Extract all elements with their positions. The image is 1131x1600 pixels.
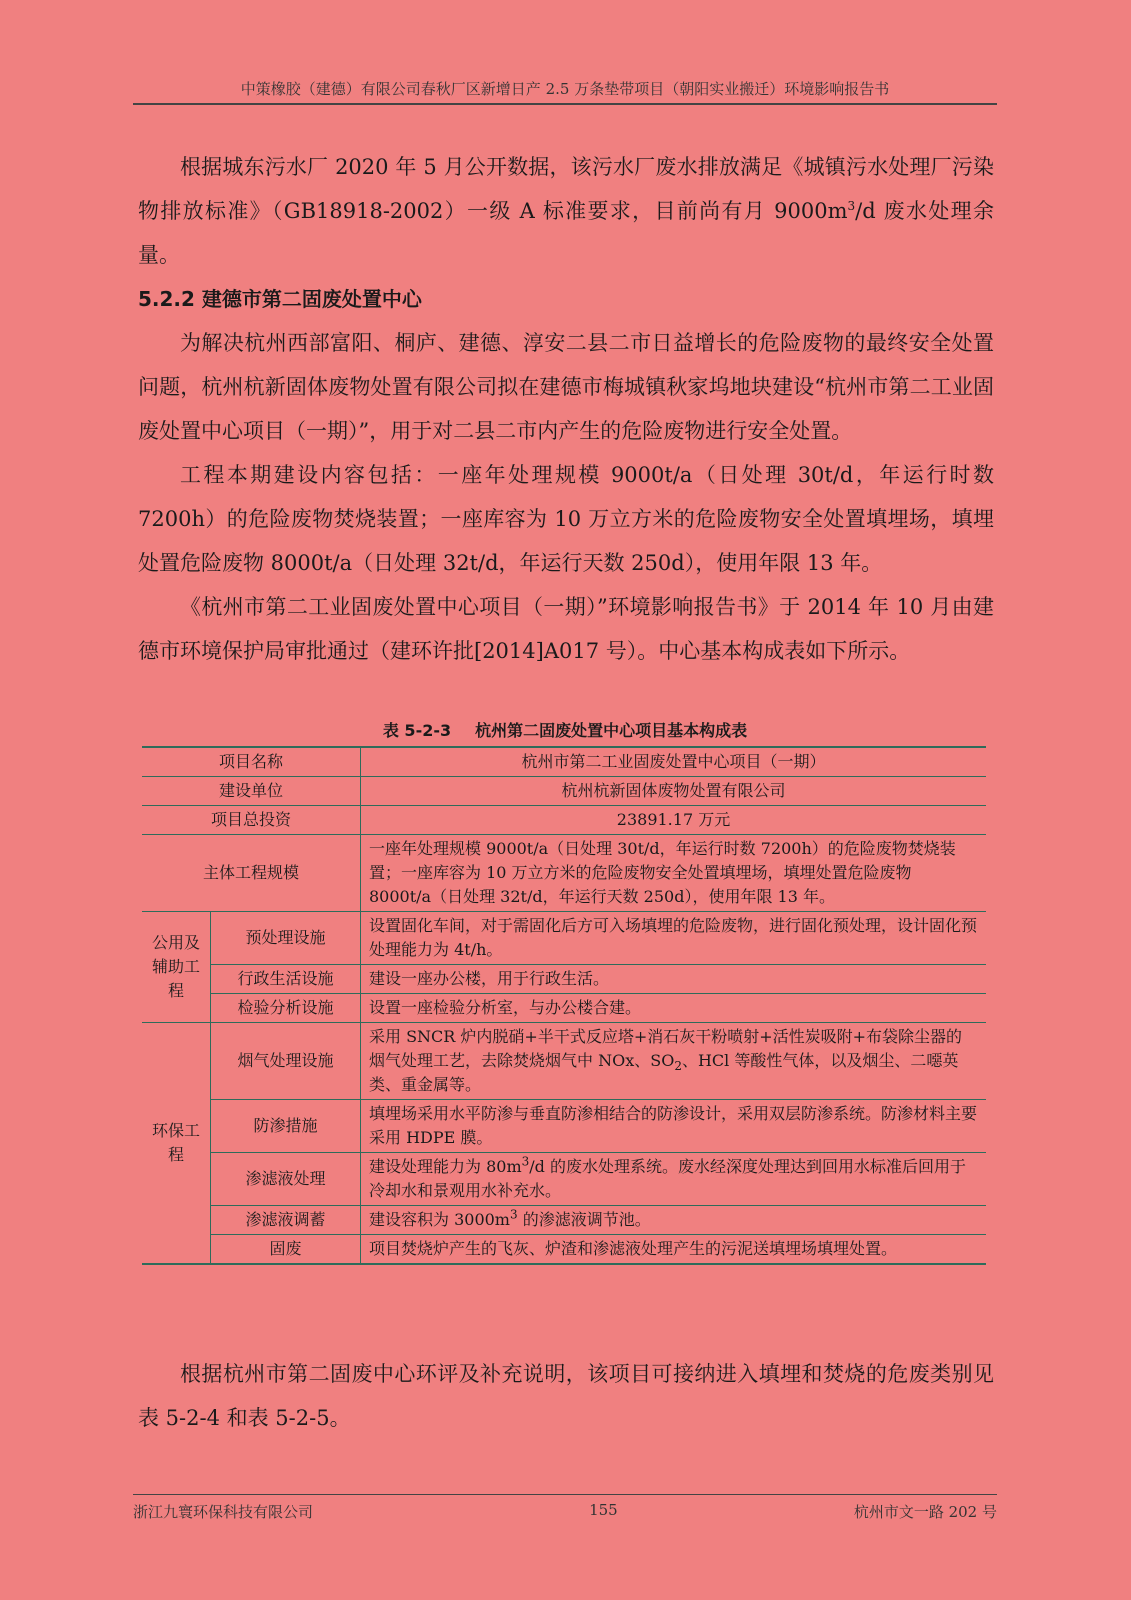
table-value: 项目焚烧炉产生的飞灰、炉渣和渗滤液处理产生的污泥送填埋场填埋处置。 (361, 1235, 987, 1265)
table-row (142, 912, 986, 965)
table-label: 建设单位 (142, 777, 361, 806)
page-header: 中策橡胶（建德）有限公司春秋厂区新增日产 2.5 万条垫带项目（朝阳实业搬迁）环境影响报告书 (240, 80, 890, 98)
header-divider (133, 103, 997, 105)
table-row (142, 1153, 986, 1206)
table-row (142, 1206, 986, 1235)
table-row (142, 994, 986, 1023)
table-row (142, 965, 986, 994)
page-footer (133, 1501, 997, 1522)
table-row (142, 835, 986, 912)
table-category: 环保工程 (142, 1023, 211, 1265)
table-row (142, 777, 986, 806)
table-label: 固废 (211, 1235, 361, 1265)
table-value: 23891.17 万元 (361, 806, 987, 835)
table-value: 设置固化车间，对于需固化后方可入场填埋的危险废物，进行固化预处理，设计固化预处理能力为 4t/h。 (361, 912, 987, 965)
table-label: 项目总投资 (142, 806, 361, 835)
table-value: 杭州市第二工业固废处置中心项目（一期） (361, 747, 987, 777)
table-row (142, 806, 986, 835)
paragraph-approval: 《杭州市第二工业固废处置中心项目（一期）”环境影响报告书》于 2014 年 10 月由建德市环境保护局审批通过（建环许批[2014]A017 号）。中心基本构成表如下所示。 (138, 595, 994, 663)
footer-company: 浙江九寰环保科技有限公司 (133, 1503, 314, 1521)
table-label: 烟气处理设施 (211, 1023, 361, 1100)
table-label: 渗滤液调蓄 (211, 1206, 361, 1235)
footer-address: 杭州市文一路 202 号 (853, 1503, 997, 1521)
body-text-after-table (138, 1352, 994, 1440)
table-label: 项目名称 (142, 747, 361, 777)
table-label: 行政生活设施 (211, 965, 361, 994)
table-label: 渗滤液处理 (211, 1153, 361, 1206)
paragraph-construction: 工程本期建设内容包括：一座年处理规模 9000t/a（日处理 30t/d，年运行时数 7200h）的危险废物焚烧装置；一座库容为 10 万立方米的危险废物安全处置填埋场，填埋处置危险废物 8000t/a（日处理 32t/d，年运行天数 250d），使用年限 13 年。 (138, 463, 994, 575)
body-text (138, 145, 994, 673)
table-value: 填埋场采用水平防渗与垂直防渗相结合的防渗设计，采用双层防渗系统。防渗材料主要采用 HDPE 膜。 (361, 1100, 987, 1153)
table-row (142, 1023, 986, 1100)
table-row (142, 1235, 986, 1265)
paragraph-background: 为解决杭州西部富阳、桐庐、建德、淳安二县二市日益增长的危险废物的最终安全处置问题，杭州杭新固体废物处置有限公司拟在建德市梅城镇秋家坞地块建设“杭州市第二工业固废处置中心项目（一期）”，用于对二县二市内产生的危险废物进行安全处置。 (138, 331, 994, 443)
table-label: 防渗措施 (211, 1100, 361, 1153)
table-value: 采用 SNCR 炉内脱硝+半干式反应塔+消石灰干粉喷射+活性炭吸附+布袋除尘器的烟气处理工艺，去除焚烧烟气中 NOx、$SO_2$、HCl 等酸性气体，以及烟尘、二噁英类、重金属等。 (361, 1023, 987, 1100)
table-label: 主体工程规模 (142, 835, 361, 912)
table-label: 检验分析设施 (211, 994, 361, 1023)
paragraph-wastewater: 根据城东污水厂 2020 年 5 月公开数据，该污水厂废水排放满足《城镇污水处理厂污染物排放标准》（GB18918-2002）一级 A 标准要求，目前尚有月 $9000m^3/d$ 废水处理余量。 (138, 155, 994, 267)
table-value: 设置一座检验分析室，与办公楼合建。 (361, 994, 987, 1023)
table-value: 杭州杭新固体废物处置有限公司 (361, 777, 987, 806)
table-row (142, 747, 986, 777)
composition-table (142, 746, 986, 1265)
paragraph-acceptance: 根据杭州市第二固废中心环评及补充说明，该项目可接纳进入填埋和焚烧的危废类别见表 5-2-4 和表 5-2-5。 (138, 1362, 994, 1430)
table-category: 公用及辅助工程 (142, 912, 211, 1023)
table-value: 一座年处理规模 9000t/a（日处理 30t/d，年运行时数 7200h）的危险废物焚烧装置；一座库容为 10 万立方米的危险废物安全处置填埋场，填埋处置危险废物 8000t/a（日处理 32t/d，年运行天数 250d），使用年限 13 年。 (361, 835, 987, 912)
section-heading: 5.2.2 建德市第二固废处置中心 (138, 287, 422, 311)
table-label: 预处理设施 (211, 912, 361, 965)
table-caption: 表 5-2-3 杭州第二固废处置中心项目基本构成表 (382, 721, 748, 740)
page-number: 155 (589, 1501, 618, 1519)
footer-divider (133, 1494, 997, 1495)
table-value: 建设处理能力为 $80m^3/d$ 的废水处理系统。废水经深度处理达到回用水标准后回用于冷却水和景观用水补充水。 (361, 1153, 987, 1206)
table-value: 建设容积为 $3000m^3$ 的渗滤液调节池。 (361, 1206, 987, 1235)
table-row (142, 1100, 986, 1153)
table-value: 建设一座办公楼，用于行政生活。 (361, 965, 987, 994)
